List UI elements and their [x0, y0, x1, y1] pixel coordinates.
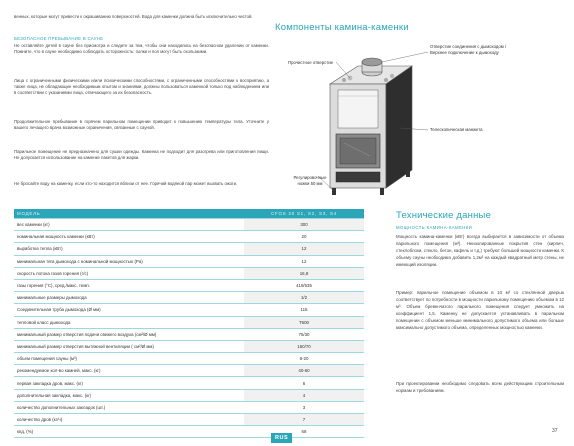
table-header-label: МОДЕЛЬ: [14, 209, 244, 219]
safety-para-2: Лица с ограниченными физическими и/или психическими способностями, с ограниченными способностями к восприятию, а также лица, не обладающие необходимым опытом и знаниями, должны пользоваться каменкой только под наблюдением или в соответствии с указаниями лица, отвечающего за их безопасность.: [14, 78, 269, 95]
row-value: 75/30: [244, 328, 364, 340]
safety-heading: БЕЗОПАСНОЕ ПРЕБЫВАНИЕ В САУНЕ: [14, 36, 104, 41]
table-row: [14, 377, 364, 389]
row-label: Соединительная труба дымохода (Ø мм): [14, 304, 244, 316]
row-label: минимальная тяга дымохода с номинальной мощностью (Pa): [14, 255, 244, 267]
row-value: 20: [244, 231, 364, 243]
label-chimney-connection: Отверстие соединения с дымоходом / Верхнее подключение к дымоходу: [430, 44, 507, 55]
row-label: выработка тепла (кВт): [14, 243, 244, 255]
row-label: тепловой класс дымохода: [14, 316, 244, 328]
row-label: номинальная мощность каменки (кВт): [14, 231, 244, 243]
row-label: газы горения (°C), сред./макс. темп.: [14, 279, 244, 291]
label-adjustable-legs: Регулировочные ножки 50 мм: [293, 175, 327, 186]
row-value: 16,8: [244, 267, 364, 279]
row-value: 1/2: [244, 292, 364, 304]
row-label: минимальные размеры дымохода: [14, 292, 244, 304]
row-value: 40-60: [244, 365, 364, 377]
row-label: рекомендуемое кол-во камней, макс. (кг): [14, 365, 244, 377]
page-number: 37: [552, 428, 558, 434]
row-label: количество дров (кг/ч): [14, 414, 244, 426]
intro-text: венных, которые могут привести к окрашиванию поверхностей. Вода для каменки должна быть исключительно чистой.: [14, 14, 253, 19]
row-value: 4: [244, 389, 364, 401]
safety-para-3: Продолжительное пребывание в горячем парильном помещении приводит к повышению температуры тела. Уточните у вашего лечащего врача возможные ограничения, связанные с сауной.: [14, 119, 269, 130]
row-value: 300: [244, 219, 364, 231]
row-label: первая закладка дров, макс. (кг): [14, 377, 244, 389]
tech-para-1: Мощность камина-каменки (кВт) всегда выбирается в зависимости от объема парильного помещения (м³). Неизолированные покрытия стен (кирпич, стеклоблоки, стекло, бетон, кафель и т.д.) требуют большей мощности каменки. К объему сауны необходимо добавить 1,2м³ на каждый квадратный метр стены, не имеющий изоляции.: [396, 234, 564, 267]
language-badge: RUS: [271, 433, 292, 443]
specs-table: [14, 209, 364, 438]
diagram-title: Компоненты камина-каменки: [275, 22, 409, 33]
table-row: [14, 401, 364, 413]
row-value: 6: [244, 377, 364, 389]
row-label: дополнительная закладка, макс. (кг): [14, 389, 244, 401]
tech-para-3: При проектировании необходимо следовать всем действующим строительным нормам и требованиям.: [396, 381, 564, 393]
label-cleaning-opening: Прочистное отверстие: [288, 60, 334, 65]
row-label: кпд, (%): [14, 426, 244, 438]
row-label: количество дополнительных закладок (шт.): [14, 401, 244, 413]
table-row: [14, 255, 364, 267]
table-row: [14, 353, 364, 365]
table-row: [14, 292, 364, 304]
tech-data-subtitle: МОЩНОСТЬ КАМИНА-КАМЕНКИ: [396, 225, 473, 230]
table-row: [14, 328, 364, 340]
safety-para-4: Парильное помещение не предназначено для сушки одежды. Каменка не подходит для разогрева или приготовления пищи. Не допускается использование на каменке пакетов для жарки.: [14, 149, 269, 160]
table-row: [14, 414, 364, 426]
stove-illustration: [300, 48, 440, 198]
row-label: минимальный размер отверстия подачи свежего воздуха (см²/Ø мм): [14, 328, 244, 340]
table-row: [14, 340, 364, 352]
safety-para-5: Не бросайте воду на каменку, если кто-то находится вблизи от нее. Горячий водяной пар может вызвать ожоги.: [14, 181, 238, 186]
row-value: 150/70: [244, 340, 364, 352]
table-row: [14, 304, 364, 316]
table-row: [14, 243, 364, 255]
row-value: 418/535: [244, 279, 364, 291]
table-row: [14, 316, 364, 328]
row-value: 3: [244, 401, 364, 413]
table-header-row: [14, 209, 364, 219]
row-label: объем помещения сауны (м³): [14, 353, 244, 365]
row-label: минимальный размер отверстия вытяжной вентиляции ( см²/Ø мм): [14, 340, 244, 352]
table-row: [14, 389, 364, 401]
tech-data-title: Технические данные: [396, 210, 492, 221]
table-header-model: CFOS 20 S1, S2, S3, S4: [244, 209, 364, 219]
row-value: 115: [244, 304, 364, 316]
row-value: 68: [244, 426, 364, 438]
table-row: [14, 279, 364, 291]
row-value: 7: [244, 414, 364, 426]
table-row: [14, 426, 364, 438]
row-value: 8-20: [244, 353, 364, 365]
row-value: 12: [244, 243, 364, 255]
table-row: [14, 219, 364, 231]
table-row: [14, 365, 364, 377]
tech-para-2: Пример: парильное помещение объемом в 10 м³ со стеклянной дверью соответствует по потребности в мощности парильному помещению объемом в 12 м³. Объем бревенчатого парильного помещения следует умножить на коэффициент 1,5. Каменку не допускается устанавливать в парильном помещении с объемом меньше минимального допустимого объема или больше максимально допустимого объема, определенных мощностью каменки.: [396, 290, 564, 330]
table-row: [14, 267, 364, 279]
row-label: скорость потока газов горения (г/с): [14, 267, 244, 279]
row-label: вес каменки (кг): [14, 219, 244, 231]
row-value: 12: [244, 255, 364, 267]
row-value: T600: [244, 316, 364, 328]
safety-para-1: Не оставляйте детей в сауне без присмотра и следите за тем, чтобы они находились на безопасном удалении от каменки. Помните, что в сауне необходимо соблюдать осторожность: полки и пол могут быть скользкими.: [14, 43, 269, 54]
table-row: [14, 231, 364, 243]
label-telescopic-jacket: Телескопическая манжета: [430, 127, 483, 132]
